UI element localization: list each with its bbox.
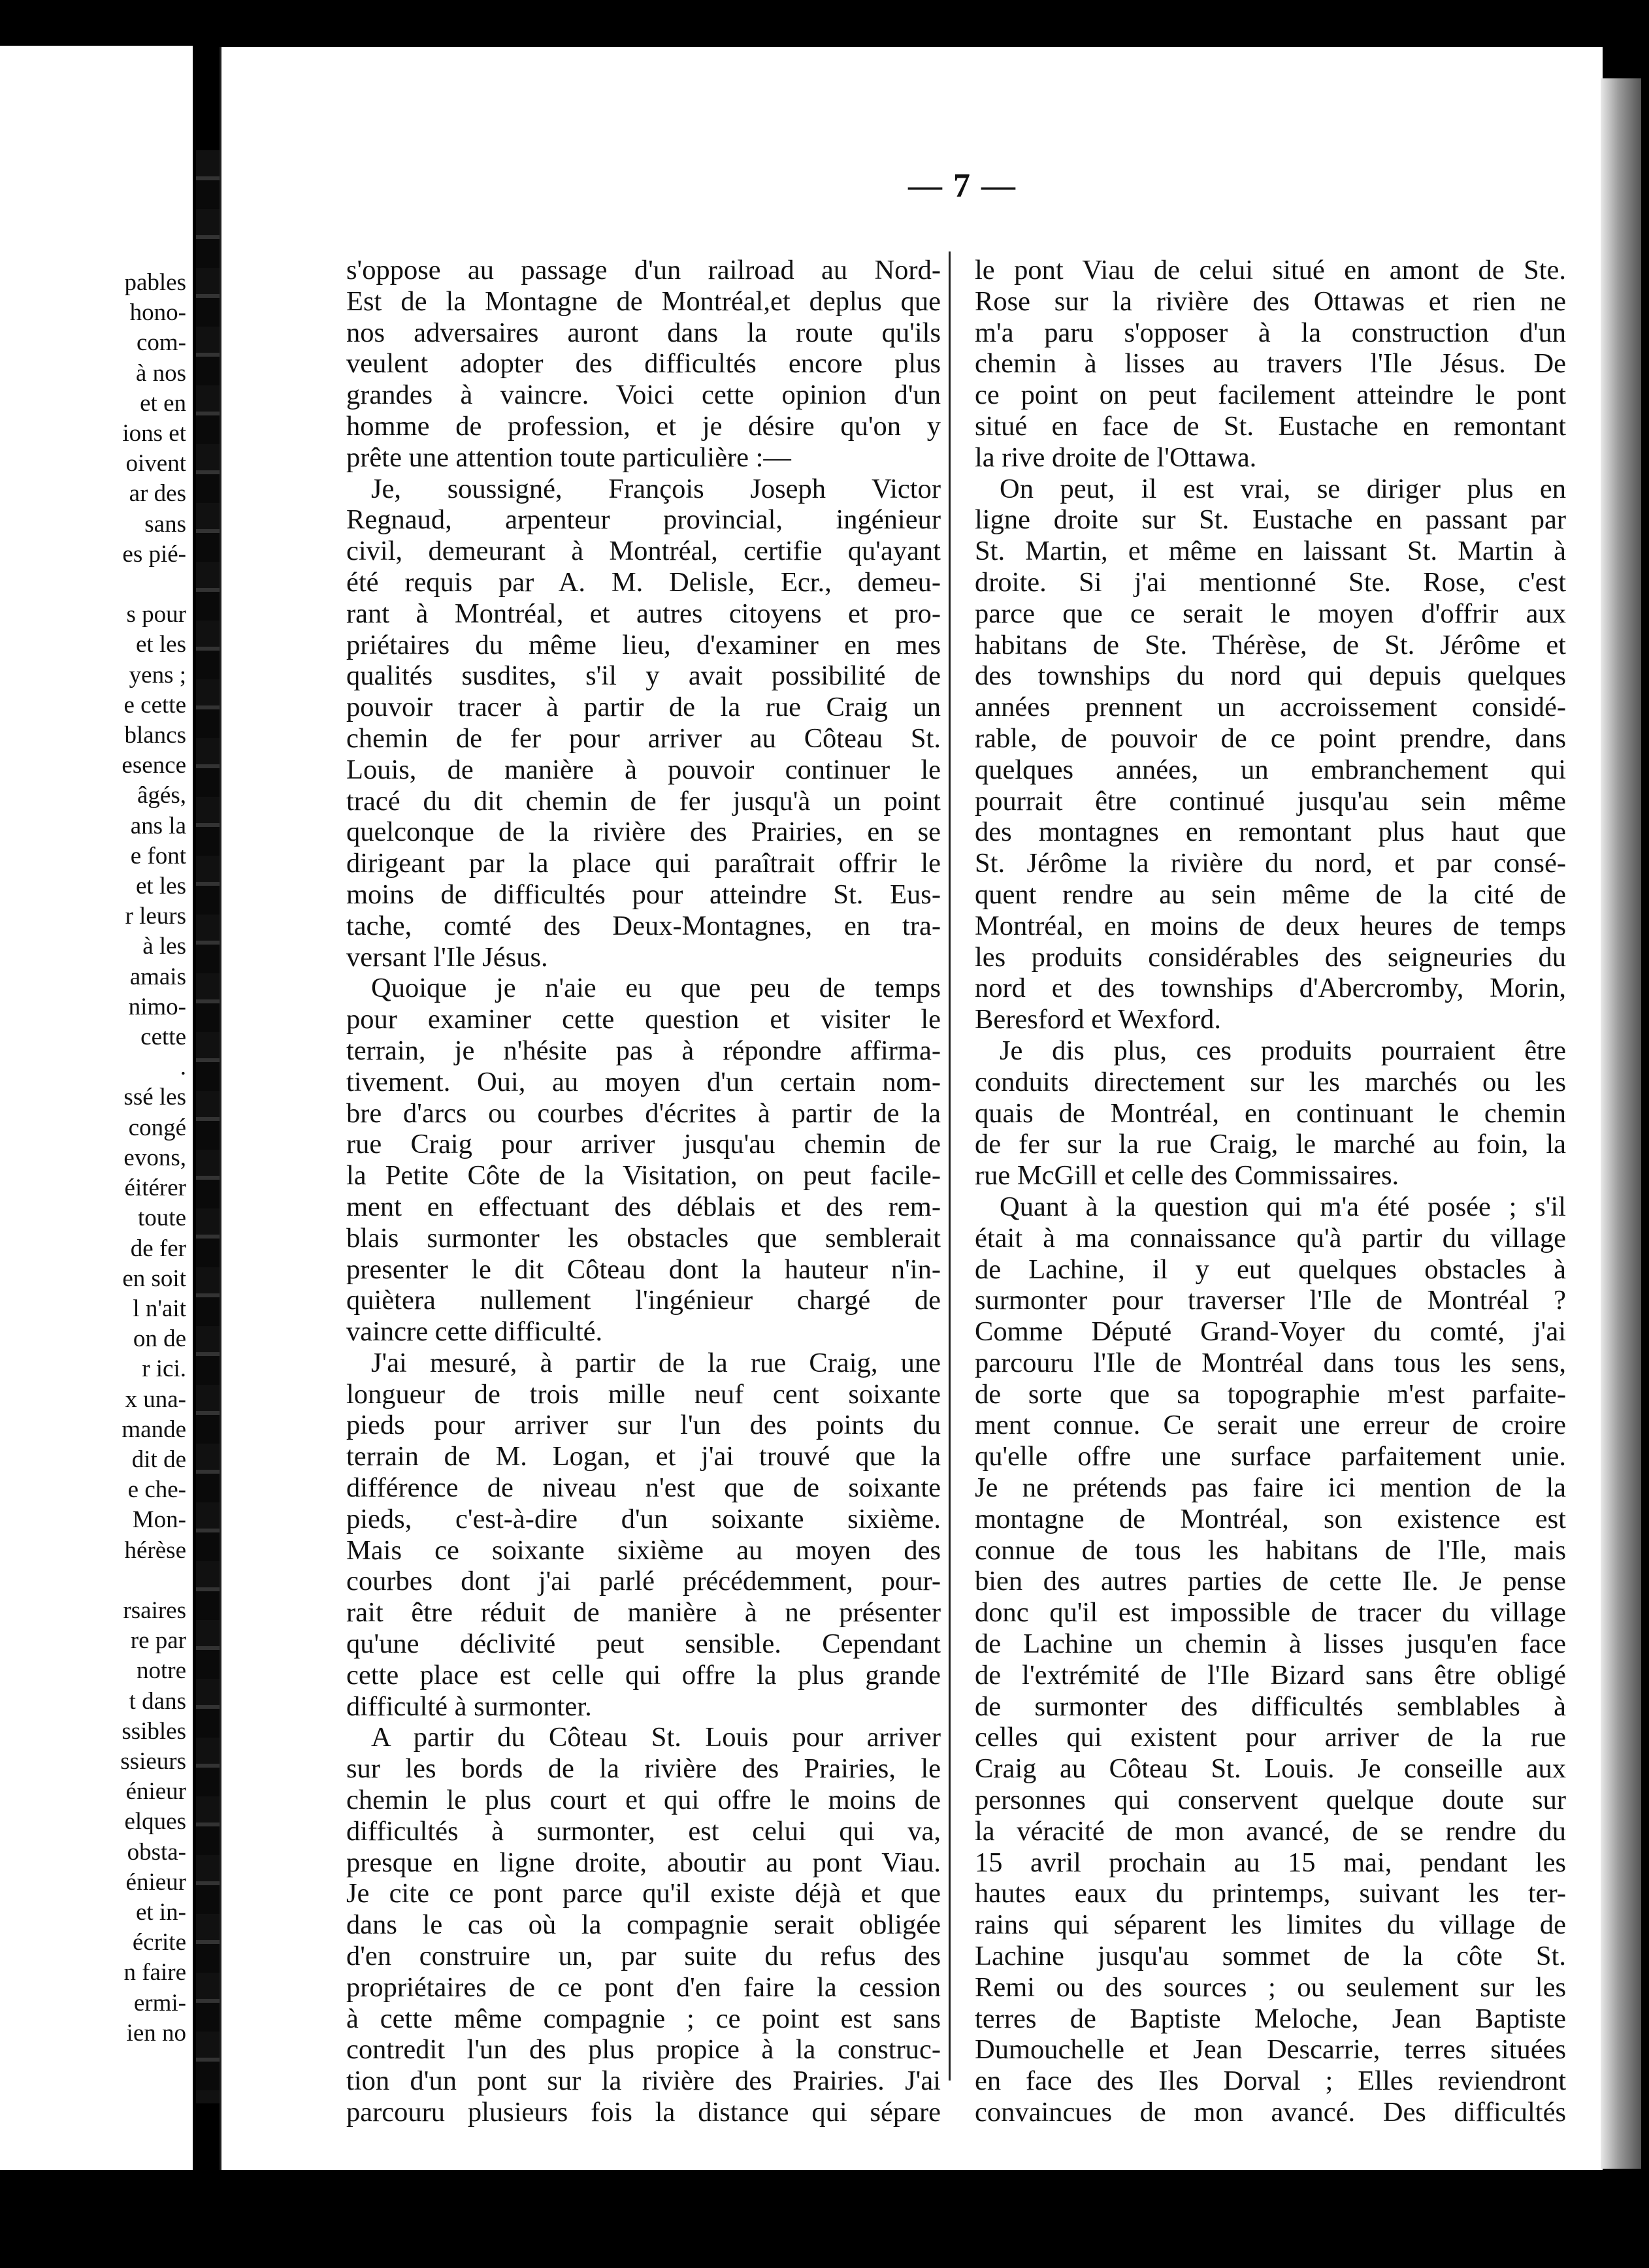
facing-page bbox=[0, 46, 193, 2170]
text-line: qu'une déclivité peut sensible. Cependant bbox=[346, 1628, 941, 1660]
text-line: qu'elle offre une surface parfaitement unie. bbox=[975, 1441, 1566, 1472]
facing-page-line: ermi- bbox=[133, 1989, 186, 2017]
text-line: qualités susdites, s'il y avait possibilité de bbox=[346, 660, 941, 692]
text-line: Remi ou des sources ; ou seulement sur les bbox=[975, 1971, 1566, 2003]
text-line: A partir du Côteau St. Louis pour arriver bbox=[371, 1722, 941, 1753]
facing-page-line: âgés, bbox=[137, 782, 186, 809]
text-line: prête une attention toute particulière :— bbox=[346, 442, 791, 473]
facing-page-line: e cette bbox=[123, 691, 186, 719]
text-line: moins de difficultés pour atteindre St. Eus- bbox=[346, 879, 941, 910]
text-line: habitans de Ste. Thérèse, de St. Jérôme et bbox=[975, 629, 1566, 660]
text-line: quais de Montréal, en continuant le chemin bbox=[975, 1097, 1566, 1129]
page-edge bbox=[1601, 78, 1641, 2169]
text-line: tracé du dit chemin de fer jusqu'à un point bbox=[346, 785, 941, 817]
text-line: 15 avril prochain au 15 mai, pendant les bbox=[975, 1847, 1566, 1878]
left-column bbox=[346, 255, 941, 2128]
text-line: Louis, de manière à pouvoir continuer le bbox=[346, 754, 941, 785]
page-number: — 7 — bbox=[908, 167, 1017, 204]
text-line: Dumouchelle et Jean Descarrie, terres situées bbox=[975, 2034, 1566, 2066]
text-line: rant à Montréal, et autres citoyens et pro- bbox=[346, 598, 941, 629]
text-line: sur les bords de la rivière des Prairies, le bbox=[346, 1753, 941, 1785]
text-line: terrain de M. Logan, et j'ai trouvé que la bbox=[346, 1441, 941, 1472]
facing-page-line: oivent bbox=[125, 450, 186, 478]
facing-page-line: ien no bbox=[126, 2019, 186, 2047]
text-line: On peut, il est vrai, se diriger plus en bbox=[1000, 473, 1566, 504]
text-line: chemin le plus court et qui offre le moins de bbox=[346, 1785, 941, 1816]
text-line: cette place est celle qui offre la plus grande bbox=[346, 1659, 941, 1691]
text-line: surmonter pour traverser l'Ile de Montréal ? bbox=[975, 1285, 1566, 1316]
text-line: personnes qui conservent quelque doute sur bbox=[975, 1785, 1566, 1816]
facing-page-line bbox=[120, 570, 186, 600]
facing-page-line: obsta- bbox=[127, 1838, 186, 1866]
text-line: différence de niveau n'est que de soixante bbox=[346, 1472, 941, 1504]
text-line: Rose sur la rivière des Ottawas et rien ne bbox=[975, 285, 1566, 317]
text-line: Quant à la question qui m'a été posée ; s'il bbox=[1000, 1191, 1566, 1222]
facing-page-line: es pié- bbox=[122, 540, 186, 568]
text-line: en face des Iles Dorval ; Elles reviendront bbox=[975, 2066, 1566, 2097]
text-line: ment connue. Ce serait une erreur de croire bbox=[975, 1410, 1566, 1441]
text-line: de surmonter des difficultés semblables à bbox=[975, 1691, 1566, 1722]
book-gutter bbox=[196, 150, 220, 2103]
facing-page-line: écrite bbox=[132, 1929, 186, 1956]
facing-page-line: à nos bbox=[135, 359, 186, 387]
text-line: presque en ligne droite, aboutir au pont Viau. bbox=[346, 1847, 941, 1878]
text-line: les produits considérables des seigneuries du bbox=[975, 941, 1566, 973]
text-line: hautes eaux du printemps, suivant les ter- bbox=[975, 1878, 1566, 1909]
facing-page-line: e font bbox=[130, 842, 186, 869]
text-line: rable, de pouvoir de ce point prendre, dans bbox=[975, 722, 1566, 754]
text-line: pourrait être continué jusqu'au sein même bbox=[975, 785, 1566, 817]
text-line: contredit l'un des plus propice à la construc- bbox=[346, 2034, 941, 2066]
text-line: Quoique je n'aie eu que peu de temps bbox=[371, 973, 941, 1004]
text-line: celles qui existent pour arriver de la rue bbox=[975, 1722, 1566, 1753]
facing-page-line: ssibles bbox=[122, 1717, 186, 1745]
text-line: priétaires du même lieu, d'examiner en mes bbox=[346, 629, 941, 660]
text-line: tion d'un pont sur la rivière des Prairies. J'ai bbox=[346, 2066, 941, 2097]
text-line: difficulté à surmonter. bbox=[346, 1691, 592, 1722]
text-line: terres de Baptiste Meloche, Jean Baptiste bbox=[975, 2003, 1566, 2034]
text-line: quent rendre au sein même de la cité de bbox=[975, 879, 1566, 910]
facing-page-line: ssieurs bbox=[120, 1747, 186, 1775]
facing-page-line: ans la bbox=[130, 812, 186, 839]
text-line: quiètera nullement l'ingénieur chargé de bbox=[346, 1285, 941, 1316]
text-line: montagne de Montréal, son existence est bbox=[975, 1503, 1566, 1534]
text-line: situé en face de St. Eustache en remontant bbox=[975, 410, 1566, 442]
text-line: ce point on peut facilement atteindre le pont bbox=[975, 380, 1566, 411]
text-line: grandes à vaincre. Voici cette opinion d'un bbox=[346, 380, 941, 411]
text-line: dirigeant par la place qui paraîtrait offrir le bbox=[346, 848, 941, 879]
text-line: presenter le dit Côteau dont la hauteur n'in- bbox=[346, 1254, 941, 1285]
text-line: était à ma connaissance qu'à partir du village bbox=[975, 1222, 1566, 1254]
text-line: tache, comté des Deux-Montagnes, en tra- bbox=[346, 910, 941, 941]
text-line: rains qui séparent les limites du village de bbox=[975, 1909, 1566, 1941]
text-line: quelques années, un embranchement qui bbox=[975, 754, 1566, 785]
text-line: de Lachine un chemin à lisses jusqu'en face bbox=[975, 1628, 1566, 1660]
facing-page-line: com- bbox=[136, 329, 186, 357]
facing-page-line: r leurs bbox=[125, 903, 186, 930]
text-line: d'en construire un, par suite du refus des bbox=[346, 1941, 941, 1972]
text-line: conduits directement sur les marchés ou les bbox=[975, 1066, 1566, 1097]
facing-page-line: pables bbox=[124, 269, 186, 296]
text-line: homme de profession, et je désire qu'on y bbox=[346, 410, 941, 442]
facing-page-line: ar des bbox=[129, 480, 186, 508]
text-line: convaincues de mon avancé. Des difficultés bbox=[975, 2097, 1566, 2128]
text-line: tivement. Oui, au moyen d'un certain nom- bbox=[346, 1066, 941, 1097]
text-line: J'ai mesuré, à partir de la rue Craig, une bbox=[371, 1347, 941, 1378]
text-line: bre d'arcs ou courbes d'écrites à partir de la bbox=[346, 1097, 941, 1129]
text-line: blais surmonter les obstacles que semblerait bbox=[346, 1222, 941, 1254]
facing-page-line: esence bbox=[122, 752, 186, 779]
text-line: nord et des townships d'Abercromby, Morin, bbox=[975, 973, 1566, 1004]
text-line: vaincre cette difficulté. bbox=[346, 1316, 603, 1348]
text-line: difficultés à surmonter, est celui qui va, bbox=[346, 1815, 941, 1847]
text-line: années prennent un accroissement considé- bbox=[975, 692, 1566, 723]
text-line: Je, soussigné, François Joseph Victor bbox=[371, 473, 941, 504]
facing-page-line: hérèse bbox=[124, 1536, 186, 1564]
facing-page-text bbox=[120, 268, 186, 2049]
text-line: ment en effectuant des déblais et des rem- bbox=[346, 1191, 941, 1222]
facing-page-line: elques bbox=[124, 1808, 186, 1836]
text-line: versant l'Ile Jésus. bbox=[346, 941, 548, 973]
facing-page-line: hono- bbox=[129, 299, 186, 327]
text-line: de Lachine, il y eut quelques obstacles à bbox=[975, 1254, 1566, 1285]
facing-page-line: ions et bbox=[122, 420, 186, 447]
column-divider bbox=[949, 251, 951, 2081]
text-line: à cette même compagnie ; ce point est sans bbox=[346, 2003, 941, 2034]
facing-page-line: n faire bbox=[123, 1959, 186, 1986]
text-line: pouvoir tracer à partir de la rue Craig un bbox=[346, 692, 941, 723]
facing-page-line: de fer bbox=[130, 1235, 186, 1262]
text-line: Lachine jusqu'au sommet de la côte St. bbox=[975, 1941, 1566, 1972]
text-line: de l'extrémité de l'Ile Bizard sans être obligé bbox=[975, 1659, 1566, 1691]
facing-page-line: s pour bbox=[126, 601, 186, 628]
text-line: Est de la Montagne de Montréal,et deplus que bbox=[346, 285, 941, 317]
facing-page-line: amais bbox=[129, 963, 186, 990]
facing-page-line: en soit bbox=[122, 1265, 186, 1292]
facing-page-line: énieur bbox=[125, 1778, 186, 1806]
text-line: quelconque de la rivière des Prairies, en se bbox=[346, 817, 941, 848]
text-line: Beresford et Wexford. bbox=[975, 1004, 1221, 1035]
facing-page-line: Mon- bbox=[132, 1506, 186, 1534]
text-line: propriétaires de ce pont d'en faire la cession bbox=[346, 1971, 941, 2003]
text-line: rait être réduit de manière à ne présenter bbox=[346, 1597, 941, 1628]
text-line: Comme Député Grand-Voyer du comté, j'ai bbox=[975, 1316, 1566, 1348]
facing-page-line: cette bbox=[140, 1024, 186, 1051]
text-line: civil, demeurant à Montréal, certifie qu'ayant bbox=[346, 536, 941, 567]
text-line: s'oppose au passage d'un railroad au Nord- bbox=[346, 255, 941, 285]
facing-page-line: dit de bbox=[131, 1446, 186, 1473]
facing-page-line: x una- bbox=[125, 1385, 186, 1413]
right-column bbox=[975, 255, 1566, 2128]
text-line: Je ne prétends pas faire ici mention de la bbox=[975, 1472, 1566, 1504]
facing-page-line: énieur bbox=[125, 1868, 186, 1896]
text-line: rue McGill et celle des Commissaires. bbox=[975, 1160, 1399, 1191]
facing-page-line: l n'ait bbox=[133, 1295, 186, 1322]
text-line: veulent adopter des difficultés encore plus bbox=[346, 348, 941, 380]
text-line: des townships du nord qui depuis quelques bbox=[975, 660, 1566, 692]
text-line: ligne droite sur St. Eustache en passant par bbox=[975, 504, 1566, 536]
facing-page-line: congé bbox=[128, 1114, 186, 1141]
facing-page-line: et in- bbox=[135, 1898, 186, 1926]
text-line: la Petite Côte de la Visitation, on peut facile- bbox=[346, 1160, 941, 1191]
facing-page-line: e che- bbox=[127, 1476, 186, 1504]
text-line: rue Craig pour arriver jusqu'au chemin de bbox=[346, 1129, 941, 1160]
text-line: de sorte que sa topographie m'est parfaite- bbox=[975, 1378, 1566, 1410]
text-line: la rive droite de l'Ottawa. bbox=[975, 442, 1257, 473]
text-line: parcouru l'Ile de Montréal dans tous les sens, bbox=[975, 1347, 1566, 1378]
text-line: Je cite ce pont parce qu'il existe déjà et que bbox=[346, 1878, 941, 1909]
text-line: pour examiner cette question et visiter le bbox=[346, 1004, 941, 1035]
text-line: St. Jérôme la rivière du nord, et par consé- bbox=[975, 848, 1566, 879]
text-line: m'a paru s'opposer à la construction d'un bbox=[975, 317, 1566, 348]
facing-page-line: r ici. bbox=[142, 1355, 186, 1383]
text-line: bien des autres parties de cette Ile. Je pense bbox=[975, 1566, 1566, 1597]
text-line: pieds, c'est-à-dire d'un soixante sixième. bbox=[346, 1503, 941, 1534]
facing-page-line: evons, bbox=[123, 1144, 186, 1171]
text-line: pieds pour arriver sur l'un des points du bbox=[346, 1410, 941, 1441]
text-line: parcouru plusieurs fois la distance qui sépare bbox=[346, 2097, 941, 2128]
facing-page-line: on de bbox=[133, 1325, 186, 1353]
text-line: Craig au Côteau St. Louis. Je conseille aux bbox=[975, 1753, 1566, 1785]
facing-page-line: et les bbox=[135, 873, 186, 900]
facing-page-line: ssé les bbox=[123, 1084, 186, 1111]
facing-page-line: yens ; bbox=[129, 661, 186, 688]
text-line: longueur de trois mille neuf cent soixante bbox=[346, 1378, 941, 1410]
facing-page-line: et en bbox=[140, 389, 186, 417]
text-line: nos adversaires auront dans la route qu'ils bbox=[346, 317, 941, 348]
facing-page-line: mande bbox=[122, 1416, 186, 1443]
text-line: Mais ce soixante sixième au moyen des bbox=[346, 1534, 941, 1566]
facing-page-line: t dans bbox=[129, 1687, 186, 1715]
text-line: Je dis plus, ces produits pourraient être bbox=[1000, 1035, 1566, 1066]
facing-page-line: à les bbox=[142, 933, 186, 960]
text-line: le pont Viau de celui situé en amont de Ste. bbox=[975, 255, 1566, 285]
text-line: de fer sur la rue Craig, le marché au foin, la bbox=[975, 1129, 1566, 1160]
facing-page-line: notre bbox=[136, 1657, 186, 1685]
text-line: Montréal, en moins de deux heures de temps bbox=[975, 910, 1566, 941]
text-line: dans le cas où la compagnie serait obligée bbox=[346, 1909, 941, 1941]
text-line: courbes dont j'ai parlé précédemment, pour- bbox=[346, 1566, 941, 1597]
facing-page-line: blancs bbox=[124, 722, 186, 749]
text-line: St. Martin, et même en laissant St. Martin à bbox=[975, 536, 1566, 567]
text-line: droite. Si j'ai mentionné Ste. Rose, c'est bbox=[975, 566, 1566, 598]
text-line: connue de tous les habitans de l'Ile, mais bbox=[975, 1534, 1566, 1566]
facing-page-line: éitérer bbox=[124, 1174, 186, 1202]
facing-page-line: sans bbox=[144, 510, 186, 538]
text-line: donc qu'il est impossible de tracer du village bbox=[975, 1597, 1566, 1628]
facing-page-line: rsaires bbox=[123, 1596, 186, 1624]
facing-page-line: toute bbox=[138, 1205, 186, 1232]
facing-page-line: et les bbox=[135, 631, 186, 658]
text-line: des montagnes en remontant plus haut que bbox=[975, 817, 1566, 848]
text-line: parce que ce serait le moyen d'offrir aux bbox=[975, 598, 1566, 629]
facing-page-line: nimo- bbox=[128, 993, 186, 1020]
text-line: chemin à lisses au travers l'Ile Jésus. De bbox=[975, 348, 1566, 380]
text-line: terrain, je n'hésite pas à répondre affirma- bbox=[346, 1035, 941, 1066]
facing-page-line bbox=[120, 1566, 186, 1596]
text-line: chemin de fer pour arriver au Côteau St. bbox=[346, 722, 941, 754]
facing-page-line: re par bbox=[130, 1627, 186, 1655]
text-line: Regnaud, arpenteur provincial, ingénieur bbox=[346, 504, 941, 536]
text-line: la véracité de mon avancé, de se rendre du bbox=[975, 1815, 1566, 1847]
text-line: été requis par A. M. Delisle, Ecr., demeu- bbox=[346, 566, 941, 598]
facing-page-line: . bbox=[180, 1054, 186, 1081]
